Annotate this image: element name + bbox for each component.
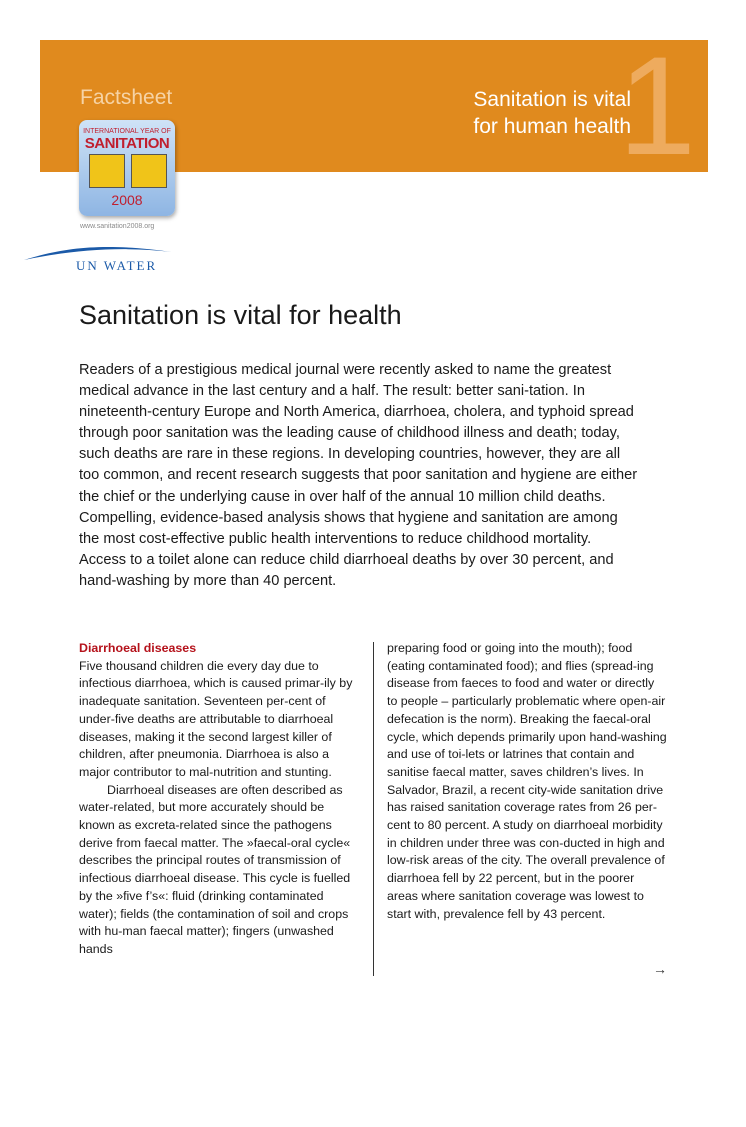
banner-headline [473,86,631,140]
column-right [387,640,667,923]
banner-headline-line1: Sanitation is vital [473,88,631,111]
body-paragraph-1: Five thousand children die every day due to infectious diarrhoea, which is caused primar-ily by inadequate sanitation. Seventeen per-cent of under-five deaths are attributable to diarrhoeal diseases, making it the second largest killer of children, after pneumonia. Diarrhoea is also a major contributor to mal-nutrition and stunting. [79,658,353,779]
body-paragraph-2: Diarrhoeal diseases are often described as water-related, but more accurately should be known as excreta-related since the pathogens derive from faecal matter. The »faecal-oral cycle« describes the principal routes of transmission of infectious diarrhoeal disease. This cycle is fuelled by the »five f’s«: fluid (drinking contaminated water); fields (the contamination of soil and crops with hu-man faecal matter); fingers (unwashed hands [79,782,351,956]
column-divider [373,642,374,976]
section-heading: Diarrhoeal diseases [79,641,197,655]
arrow-right-icon: → [653,961,667,977]
lead-paragraph: Readers of a prestigious medical journal were recently asked to name the greatest medical advance in the last century and a half. The result: better sani-tation. In nineteenth-century Europe and North America, diarrhoea, cholera, and typhoid spread through poor sanitation was the leading cause of childhood illness and death; today, such deaths are rare in these regions. In developing countries, however, they are all too common, and recent research suggests that poor sanitation and hygiene are either the chief or the underlying cause in over half of the annual 10 million child deaths. Compelling, evidence-based analysis shows that hygiene and sanitation are among the most cost-effective public health interventions to reduce childhood mortality. Access to a toilet alone can reduce child diarrhoeal deaths by over 30 percent, and hand-washing by more than 40 percent. [79,362,638,589]
factsheet-label: Factsheet [80,86,173,109]
logo-year: 2008 [111,192,143,208]
logo-line2: SANITATION [84,135,170,152]
factsheet-number: 1 [618,40,696,172]
logo-url: www.sanitation2008.org [80,223,155,230]
banner-headline-line2: for human health [473,115,631,138]
body-paragraph-3: preparing food or going into the mouth); food (eating contaminated food); and flies (spread-ing disease from faeces to food and water or directly to people – particularly problematic where open-air defecation is the norm). Breaking the faecal-oral cycle, which depends primarily upon hand-washing and use of toi-lets or latrines that contain and sanitise faecal matter, saves children’s lives. In Salvador, Brazil, a recent city-wide sanitation drive has raised sanitation coverage rates from 26 per-cent to 80 percent. A study on diarrhoeal morbidity in children under three was con-ducted in high and low-risk areas of the city. The overall prevalence of diarrhoea fell by 22 percent, but in the poorer areas where sanitation coverage was lowest to start with, prevalence fell by 43 percent. [387,641,667,921]
sanitation-year-logo [79,120,175,216]
logo-toilet-image [131,154,167,188]
page-title: Sanitation is vital for health [79,300,402,330]
column-left [79,640,354,959]
un-water-logo-text: UN WATER [76,258,158,273]
logo-line1: INTERNATIONAL YEAR OF [83,128,171,135]
logo-hands-image [89,154,125,188]
